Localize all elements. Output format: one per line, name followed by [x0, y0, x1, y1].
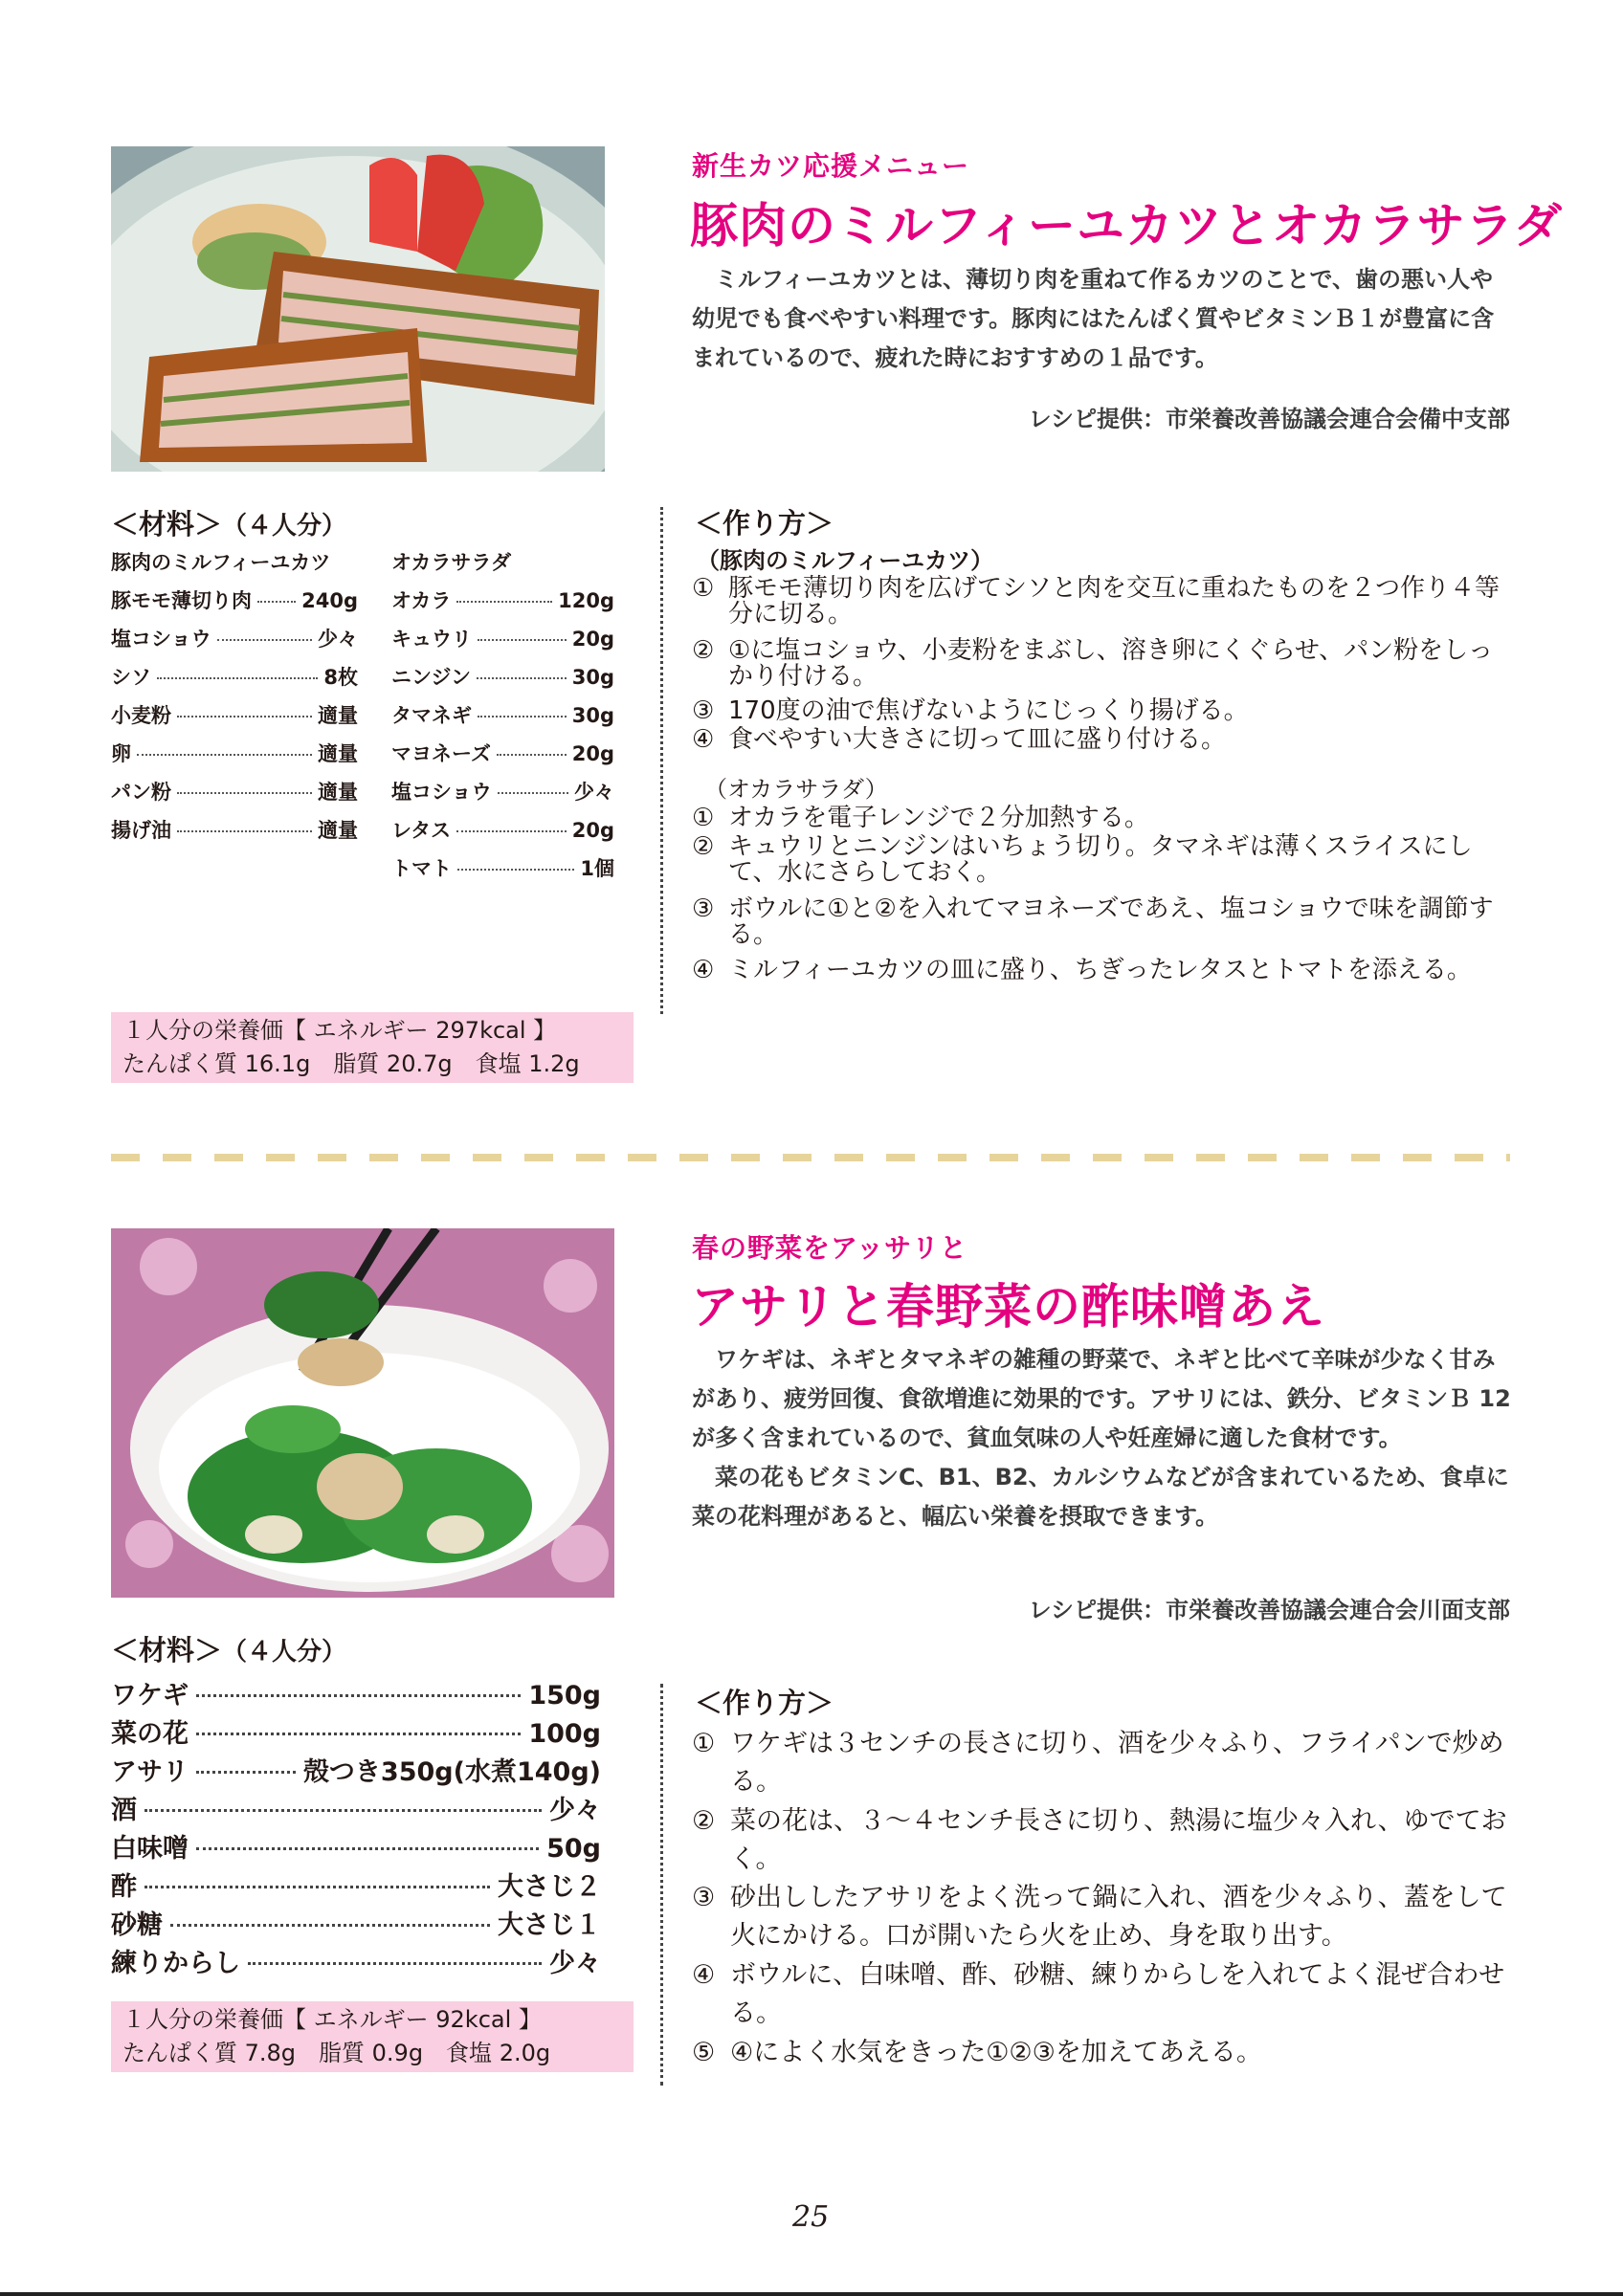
- ingredient-amount: 30g: [571, 704, 614, 727]
- recipe1-method-heading: ＜作り方＞: [695, 507, 834, 540]
- leader-dots: [497, 754, 567, 756]
- step-text: 菜の花は、３〜４センチ長さに切り、熱湯に塩少々入れ、ゆでておく。: [730, 1806, 1507, 1874]
- recipe1-method-sub2: （オカラサラダ）: [704, 776, 888, 803]
- ingredient-row: [111, 777, 358, 806]
- ingredient-amount: 適量: [318, 742, 358, 765]
- method-step: [692, 1725, 1515, 1801]
- ingredient-row: [111, 1866, 601, 1903]
- ingredient-row: [391, 777, 614, 806]
- step-number: ④: [692, 956, 715, 984]
- leader-dots: [257, 601, 296, 603]
- leader-dots: [177, 792, 312, 794]
- recipe2-column-divider: [660, 1684, 663, 2086]
- leader-dots: [498, 792, 568, 794]
- recipe1-title: 豚肉のミルフィーユカツとオカラサラダ: [690, 198, 1563, 254]
- step-number: ④: [692, 1960, 716, 1990]
- ingredient-name: 豚モモ薄切り肉: [111, 589, 252, 612]
- recipe1-left-col-title: 豚肉のミルフィーユカツ: [111, 551, 331, 574]
- ingredient-name: 練りからし: [111, 1949, 240, 1978]
- ingredient-row: [111, 1942, 601, 1979]
- ingredient-amount: 8枚: [323, 666, 358, 689]
- ingredient-name: 卵: [111, 742, 131, 765]
- step-text: ①に塩コショウ、小麦粉をまぶし、溶き卵にくぐらせ、パン粉をしっかり付ける。: [728, 636, 1494, 691]
- section-divider: [111, 1154, 1510, 1161]
- recipe1-credit: レシピ提供：市栄養改善協議会連合会備中支部: [1028, 406, 1510, 432]
- method-step: [692, 806, 1515, 831]
- ingredient-row: [111, 624, 358, 652]
- ingredient-amount: 20g: [571, 742, 614, 765]
- recipe1-right-col-title: オカラサラダ: [391, 551, 512, 574]
- step-text: オカラを電子レンジで２分加熱する。: [728, 804, 1149, 832]
- leader-dots: [170, 1924, 490, 1927]
- ingredient-amount: 大さじ１: [498, 1910, 601, 1940]
- leader-dots: [477, 677, 567, 679]
- leader-dots: [456, 830, 567, 832]
- bottom-rule: [0, 2292, 1623, 2296]
- nutrition-line2: たんぱく質 7.8g 脂質 0.9g 食塩 2.0g: [122, 2040, 551, 2066]
- ingredient-row: [111, 815, 358, 844]
- ingredient-name: アサリ: [111, 1757, 189, 1787]
- method-step: [692, 1879, 1515, 1955]
- katsu-salad-photo: [111, 146, 605, 472]
- step-number: ②: [692, 832, 715, 861]
- recipe2-title: アサリと春野菜の酢味噌あえ: [691, 1279, 1325, 1335]
- nutrition-line2: たんぱく質 16.1g 脂質 20.7g 食塩 1.2g: [122, 1050, 580, 1077]
- ingredient-amount: 20g: [571, 628, 614, 651]
- nutrition-line1: １人分の栄養価【 エネルギー 297kcal 】: [122, 1017, 557, 1044]
- step-number: ③: [692, 894, 715, 923]
- ingredient-amount: 適量: [318, 781, 358, 804]
- ingredient-name: パン粉: [111, 781, 171, 804]
- method-step: [692, 834, 1515, 886]
- ingredient-name: ニンジン: [391, 666, 471, 689]
- step-text: キュウリとニンジンはいちょう切り。タマネギは薄くスライスにして、水にさらしておく。: [728, 832, 1473, 887]
- ingredient-amount: 少々: [574, 781, 614, 804]
- ingredient-row: [111, 1904, 601, 1941]
- materials-label: ＜材料＞: [111, 508, 223, 541]
- ingredient-row: [111, 585, 358, 614]
- recipe1-nutrition-box: [111, 1012, 634, 1083]
- ingredient-row: [391, 624, 614, 652]
- ingredient-name: 塩コショウ: [391, 781, 492, 804]
- recipe2-materials-heading: [111, 1629, 346, 1668]
- leader-dots: [157, 677, 318, 679]
- servings-label: （４人分）: [222, 1638, 347, 1667]
- ingredient-row: [391, 700, 614, 729]
- ingredient-name: 白味噌: [111, 1834, 189, 1864]
- leader-dots: [145, 1886, 490, 1888]
- ingredient-amount: 240g: [301, 589, 358, 612]
- ingredient-amount: 120g: [558, 589, 614, 612]
- leader-dots: [196, 1847, 539, 1850]
- leader-dots: [457, 869, 574, 871]
- recipe1-intro-text: ミルフィーユカツとは、薄切り肉を重ねて作るカツのことで、歯の悪い人や幼児でも食べやすい料理です。豚肉にはたんぱく質やビタミンＢ１が豊富に含まれているので、疲れた時におすすめの１品です。: [692, 266, 1495, 371]
- ingredient-name: マヨネーズ: [391, 742, 491, 765]
- step-text: ボウルに①と②を入れてマヨネーズであえ、塩コショウで味を調節する。: [728, 894, 1494, 949]
- leader-dots: [478, 716, 567, 718]
- ingredient-row: [111, 1712, 601, 1750]
- ingredient-row: [111, 1674, 601, 1711]
- ingredient-row: [391, 662, 614, 691]
- leader-dots: [196, 1733, 521, 1735]
- ingredient-row: [111, 1789, 601, 1826]
- ingredient-row: [391, 585, 614, 614]
- ingredient-name: 揚げ油: [111, 819, 171, 842]
- method-step: [692, 698, 1515, 724]
- ingredient-row: [111, 739, 358, 767]
- ingredient-name: タマネギ: [391, 704, 472, 727]
- step-text: 170度の油で焦げないようにじっくり揚げる。: [728, 696, 1249, 725]
- step-text: 砂出ししたアサリをよく洗って鍋に入れ、酒を少々ふり、蓋をして火にかける。口が開いたら火を止め、身を取り出す。: [730, 1883, 1507, 1951]
- leader-dots: [217, 639, 312, 641]
- ingredient-row: [111, 1827, 601, 1865]
- step-number: ②: [692, 636, 715, 665]
- leader-dots: [177, 830, 312, 832]
- ingredient-amount: 50g: [546, 1834, 601, 1864]
- ingredient-name: 塩コショウ: [111, 628, 211, 651]
- ingredient-name: ワケギ: [111, 1681, 189, 1711]
- recipe2-subtitle: 春の野菜をアッサリと: [692, 1232, 968, 1264]
- method-step: [692, 1956, 1515, 2033]
- method-step: [692, 2034, 1515, 2072]
- ingredient-row: [111, 700, 358, 729]
- step-number: ③: [692, 696, 715, 725]
- ingredient-amount: 150g: [528, 1681, 601, 1711]
- ingredient-amount: 少々: [318, 628, 358, 651]
- method-step: [692, 958, 1515, 983]
- method-step: [692, 1802, 1515, 1879]
- recipe1-column-divider: [660, 507, 663, 1014]
- ingredient-name: 砂糖: [111, 1910, 163, 1940]
- method-step: [692, 638, 1515, 690]
- recipe1-method-sub1: （豚肉のミルフィーユカツ）: [697, 547, 994, 574]
- recipe1-materials-heading: [111, 503, 346, 542]
- ingredient-amount: 100g: [528, 1719, 601, 1749]
- ingredient-name: 菜の花: [111, 1719, 189, 1749]
- ingredient-amount: 適量: [318, 704, 358, 727]
- ingredient-amount: 少々: [549, 1796, 601, 1825]
- ingredient-name: レタス: [391, 819, 452, 842]
- ingredient-name: 酢: [111, 1872, 137, 1902]
- ingredient-amount: 大さじ２: [498, 1872, 601, 1902]
- ingredient-name: キュウリ: [391, 628, 472, 651]
- ingredient-amount: 適量: [318, 819, 358, 842]
- step-text: 食べやすい大きさに切って皿に盛り付ける。: [728, 725, 1227, 754]
- ingredient-row: [391, 853, 614, 882]
- ingredient-amount: 少々: [549, 1949, 601, 1978]
- ingredient-name: トマト: [391, 857, 452, 880]
- ingredient-name: シソ: [111, 666, 151, 689]
- step-number: ③: [692, 1883, 716, 1912]
- recipe2-intro-text2: 菜の花もビタミンC、B1、B2、カルシウムなどが含まれているため、食卓に菜の花料理があると、幅広い栄養を摂取できます。: [692, 1464, 1509, 1530]
- nutrition-line1: １人分の栄養価【 エネルギー 92kcal 】: [122, 2006, 542, 2033]
- ingredient-row: [391, 739, 614, 767]
- recipe2-method-heading: ＜作り方＞: [695, 1687, 834, 1719]
- recipe2-intro: [692, 1340, 1515, 1536]
- step-text: ミルフィーユカツの皿に盛り、ちぎったレタスとトマトを添える。: [728, 956, 1472, 984]
- leader-dots: [145, 1809, 542, 1812]
- step-number: ①: [692, 574, 715, 603]
- ingredient-name: 酒: [111, 1796, 137, 1825]
- leader-dots: [248, 1962, 542, 1965]
- step-number: ②: [692, 1806, 716, 1836]
- materials-label: ＜材料＞: [111, 1634, 223, 1667]
- leader-dots: [196, 1694, 521, 1697]
- servings-label: （４人分）: [222, 512, 347, 541]
- step-number: ④: [692, 725, 715, 754]
- recipe1-subtitle: 新生カツ応援メニュー: [692, 150, 970, 182]
- ingredient-amount: 1個: [580, 857, 614, 880]
- step-number: ①: [692, 804, 715, 832]
- method-step: [692, 576, 1515, 628]
- leader-dots: [478, 639, 567, 641]
- ingredient-amount: 20g: [571, 819, 614, 842]
- step-text: ④によく水気をきった①②③を加えてあえる。: [730, 2038, 1262, 2067]
- step-number: ①: [692, 1729, 716, 1758]
- step-text: 豚モモ薄切り肉を広げてシソと肉を交互に重ねたものを２つ作り４等分に切る。: [728, 574, 1501, 629]
- recipe2-intro-text1: ワケギは、ネギとタマネギの雑種の野菜で、ネギと比べて辛味が少なく甘みがあり、疲労回復、食欲増進に効果的です。アサリには、鉄分、ビタミンＢ 12 が多く含まれているので、貧血気味の人や妊産婦に適した食材です。: [692, 1346, 1511, 1451]
- ingredient-name: オカラ: [391, 589, 452, 612]
- recipe1-intro: [692, 260, 1515, 378]
- ingredient-row: [391, 815, 614, 844]
- step-number: ⑤: [692, 2038, 716, 2067]
- recipe2-nutrition-box: [111, 2001, 634, 2072]
- leader-dots: [456, 601, 552, 603]
- step-text: ワケギは３センチの長さに切り、酒を少々ふり、フライパンで炒める。: [730, 1729, 1504, 1797]
- ingredient-row: [111, 1751, 601, 1788]
- ingredient-amount: 殻つき350g(水煮140g): [302, 1757, 601, 1787]
- recipe2-credit: レシピ提供：市栄養改善協議会連合会川面支部: [1028, 1597, 1510, 1623]
- ingredient-row: [111, 662, 358, 691]
- step-text: ボウルに、白味噌、酢、砂糖、練りからしを入れてよく混ぜ合わせる。: [730, 1960, 1505, 2028]
- ingredient-name: 小麦粉: [111, 704, 171, 727]
- method-step: [692, 727, 1515, 753]
- leader-dots: [137, 754, 312, 756]
- leader-dots: [177, 716, 312, 718]
- ingredient-amount: 30g: [571, 666, 614, 689]
- page-number: 25: [792, 2200, 830, 2234]
- method-step: [692, 896, 1515, 948]
- asari-aemono-photo: [111, 1228, 614, 1598]
- leader-dots: [196, 1771, 296, 1774]
